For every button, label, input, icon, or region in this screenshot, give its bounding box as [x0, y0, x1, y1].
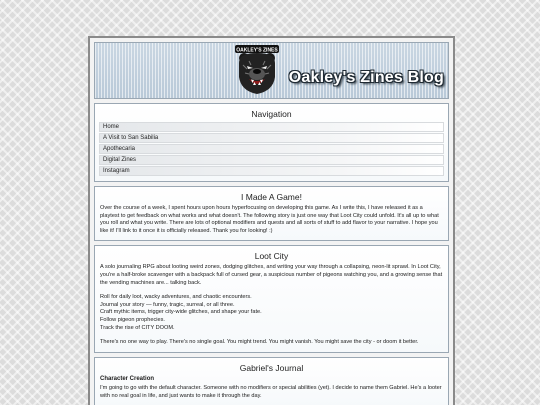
post-subheading: Character Creation	[100, 375, 155, 382]
logo-text: OAKLEY'S ZINES	[236, 47, 278, 54]
feature-line: Roll for daily loot, wacky adventures, and chaotic encounters.	[100, 294, 252, 301]
feature-line: Craft mythic items, trigger city-wide glitches, and shape your fate.	[100, 309, 262, 316]
navigation-title: Navigation	[251, 109, 292, 119]
post-paragraph: I'm going to go with the default character. Someone with no modifiers or special abilities (yet). I decide to name them Gabriel. He's a looter with no real goal in life, and just wants to make it through the day.	[100, 385, 442, 399]
feature-list	[100, 294, 443, 332]
nav-item-digital-zines[interactable]: Digital Zines	[99, 155, 444, 165]
post-paragraph: A solo journaling RPG about looting weird zones, dodging glitches, and writing your way through a collapsing, neon-lit sprawl. In Loot City, you're a half-broke scavenger with a backpack full of cursed gear, a suspicious number of pigeons watching you, and a growing sense that the vending machines are... talking back.	[100, 264, 443, 286]
post-journal	[94, 357, 449, 405]
bear-logo[interactable]	[233, 41, 281, 97]
nav-item-san-sabilia[interactable]: A Visit to San Sabilia	[99, 133, 444, 143]
post-title: Loot City	[254, 251, 289, 262]
page-container	[88, 36, 455, 405]
post-title: Gabriel's Journal	[239, 362, 304, 373]
feature-line: Track the rise of CITY DOOM.	[100, 324, 175, 331]
bear-icon	[233, 41, 281, 97]
blog-header	[94, 42, 449, 99]
post-body	[95, 376, 448, 405]
navigation-box	[94, 103, 449, 182]
nav-item-apothecaria[interactable]: Apothecaria	[99, 144, 444, 154]
nav-item-instagram[interactable]: Instagram	[99, 166, 444, 176]
post-loot-city	[94, 245, 449, 352]
post-made-game	[94, 186, 449, 241]
post-body: Over the course of a week, I spent hours upon hours hyperfocusing on developing this game. As I write this, I have released it as a playtest to get feedback on what works and what doesn't. The following story is just one way that Loot City could unfold. It's all up to what you roll and what you write. There are lots of optional modifiers and quests and all sorts of stuff to add flavor to your narrative. I hope you like it! I'll link to it once it is officially released. Thank you for looking! :)	[100, 205, 439, 234]
feature-line: Follow pigeon prophecies.	[100, 316, 165, 323]
post-body	[95, 264, 448, 351]
post-title: I Made A Game!	[241, 192, 302, 202]
nav-item-home[interactable]: Home	[99, 122, 444, 132]
nav-list	[95, 122, 448, 181]
blog-title[interactable]: Oakley's Zines Blog	[288, 69, 444, 86]
feature-line: Journal your story — funny, tragic, surreal, or all three.	[100, 301, 235, 308]
post-paragraph: There's no one way to play. There's no single goal. You might trend. You might vanish. You might save the city - or doom it better.	[100, 339, 419, 346]
